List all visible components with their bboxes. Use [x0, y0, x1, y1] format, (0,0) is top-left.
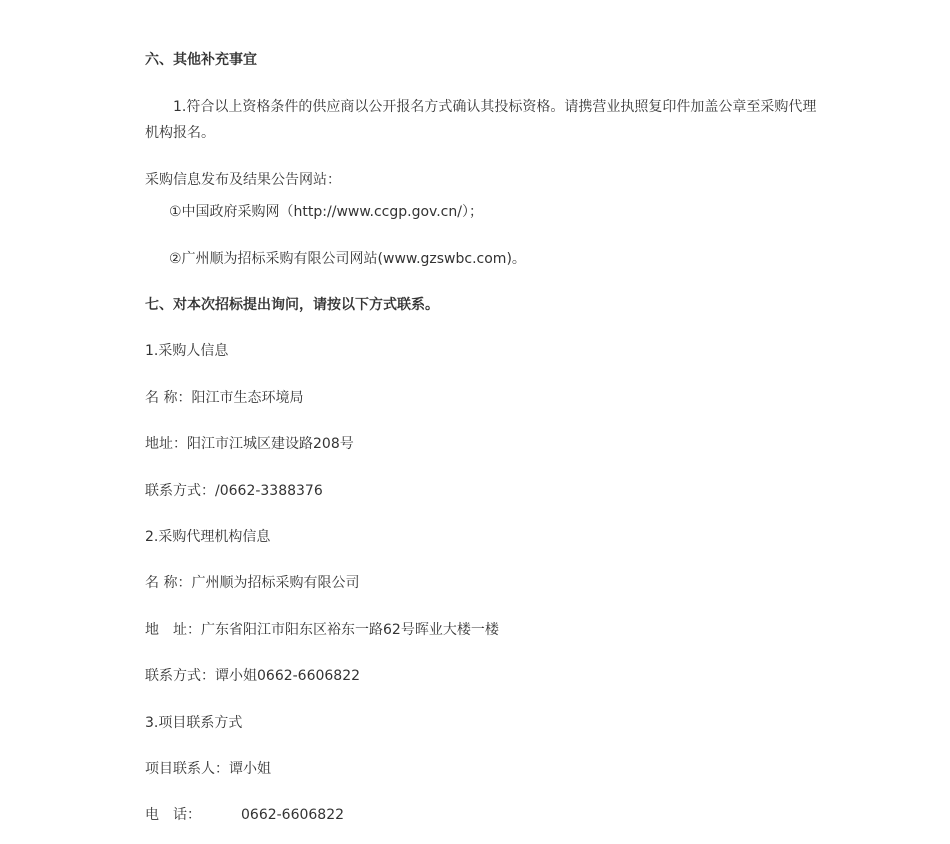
project-phone-value: 0662-6606822: [241, 807, 345, 823]
project-phone: [145, 805, 344, 825]
agency-name: 名 称：广州顺为招标采购有限公司: [145, 575, 360, 591]
agency-info-title: 2.采购代理机构信息: [145, 529, 271, 545]
project-phone-label: 电 话：: [145, 807, 201, 823]
publish-site-gzswbc: ②广州顺为招标采购有限公司网站(www.gzswbc.com)。: [169, 251, 526, 267]
purchaser-name: 名 称：阳江市生态环境局: [145, 390, 304, 406]
section-6-item-1: 1.符合以上资格条件的供应商以公开报名方式确认其投标资格。请携营业执照复印件加盖公章至采购代理机构报名。: [145, 99, 817, 141]
purchaser-contact: 联系方式：/0662-3388376: [145, 483, 323, 499]
purchaser-info-title: 1.采购人信息: [145, 343, 229, 359]
project-contact-title: 3.项目联系方式: [145, 715, 243, 731]
section-7-heading: 七、对本次招标提出询问，请按以下方式联系。: [145, 297, 439, 313]
agency-contact: 联系方式：谭小姐0662-6606822: [145, 668, 361, 684]
section-6-heading: 六、其他补充事宜: [145, 52, 257, 68]
purchaser-address: 地址：阳江市江城区建设路208号: [145, 436, 354, 452]
publish-sites-label: 采购信息发布及结果公告网站：: [145, 172, 341, 188]
project-contact-person: 项目联系人：谭小姐: [145, 761, 271, 777]
agency-address: 地 址：广东省阳江市阳东区裕东一路62号晖业大楼一楼: [145, 622, 499, 638]
publish-site-ccgp: ①中国政府采购网（http://www.ccgp.gov.cn/）；: [169, 204, 483, 220]
